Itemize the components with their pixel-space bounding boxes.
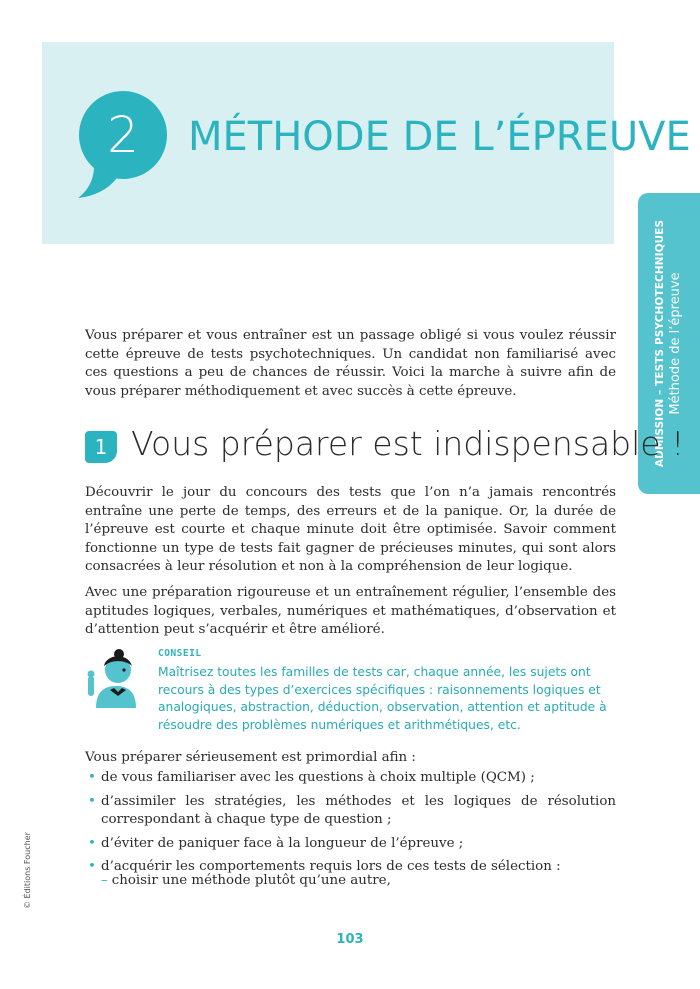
tip-label: CONSEIL: [158, 648, 202, 659]
section-paragraph: Découvrir le jour du concours des tests que l’on n’a jamais rencontrés entraîne une perte de temps, des erreurs et de la panique. Or, la durée de l’épreuve est courte et chaque minute doit être optimisée. Savoir comment fonctionne un type de tests fait gagner de précieuses minutes, qui sont alors consacrées à leur résolution et non à la compréhension de leur logique.: [85, 485, 616, 574]
list-item: • d’éviter de paniquer face à la longueur de l’épreuve ;: [85, 835, 616, 854]
side-tab-section: ADMISSION – TESTS PSYCHOTECHNIQUES: [654, 219, 667, 468]
advisor-character-icon: [82, 646, 146, 708]
dash-icon: –: [101, 873, 108, 888]
tip-text: Maîtrisez toutes les familles de tests car, chaque année, les sujets ont recours à des types d’exercices spécifiques : raisonnements logiques et analogiques, abstraction, déduction, observation, attention et aptitude à résoudre des problèmes numériques et arithmétiques, etc.: [158, 665, 607, 732]
list-item: • de vous familiariser avec les questions à choix multiple (QCM) ;: [85, 769, 616, 788]
bullet-list: [85, 769, 616, 882]
bullet-icon: •: [88, 859, 96, 874]
list-intro: Vous préparer sérieusement est primordial afin :: [85, 750, 416, 765]
list-item: • d’acquérir les comportements requis lors de ces tests de sélection :: [85, 858, 616, 877]
chapter-number: 2: [107, 106, 139, 164]
bullet-icon: •: [88, 835, 96, 851]
copyright-notice: © Éditions Foucher: [23, 832, 32, 909]
bullet-icon: •: [88, 770, 96, 785]
intro-paragraph: Vous préparer et vous entraîner est un passage obligé si vous voulez réussir cette épreuve de tests psychotechniques. Un candidat non familiarisé avec ces questions a peu de chances de réussir. Voici la marche à suivre afin de vous préparer méthodiquement et avec succès à cette épreuve.: [85, 328, 616, 399]
page-number: 103: [336, 932, 364, 947]
side-tab-chapter: Méthode de l’épreuve: [668, 272, 684, 415]
section-title: Vous préparer est indispensable !: [131, 424, 685, 463]
sub-list-item: – choisir une méthode plutôt qu’une autre,: [101, 873, 391, 888]
section-number-badge: 1: [85, 431, 117, 463]
bullet-icon: •: [88, 793, 96, 809]
list-item: • d’assimiler les stratégies, les méthodes et les logiques de résolution correspondant à chaque type de question ;: [88, 793, 616, 827]
chapter-title: MÉTHODE DE L’ÉPREUVE: [188, 114, 691, 160]
section-paragraph: Avec une préparation rigoureuse et un entraînement régulier, l’ensemble des aptitudes logiques, verbales, numériques et mathématiques, d’observation et d’attention peut s’acquérir et être amélioré.: [85, 585, 616, 637]
